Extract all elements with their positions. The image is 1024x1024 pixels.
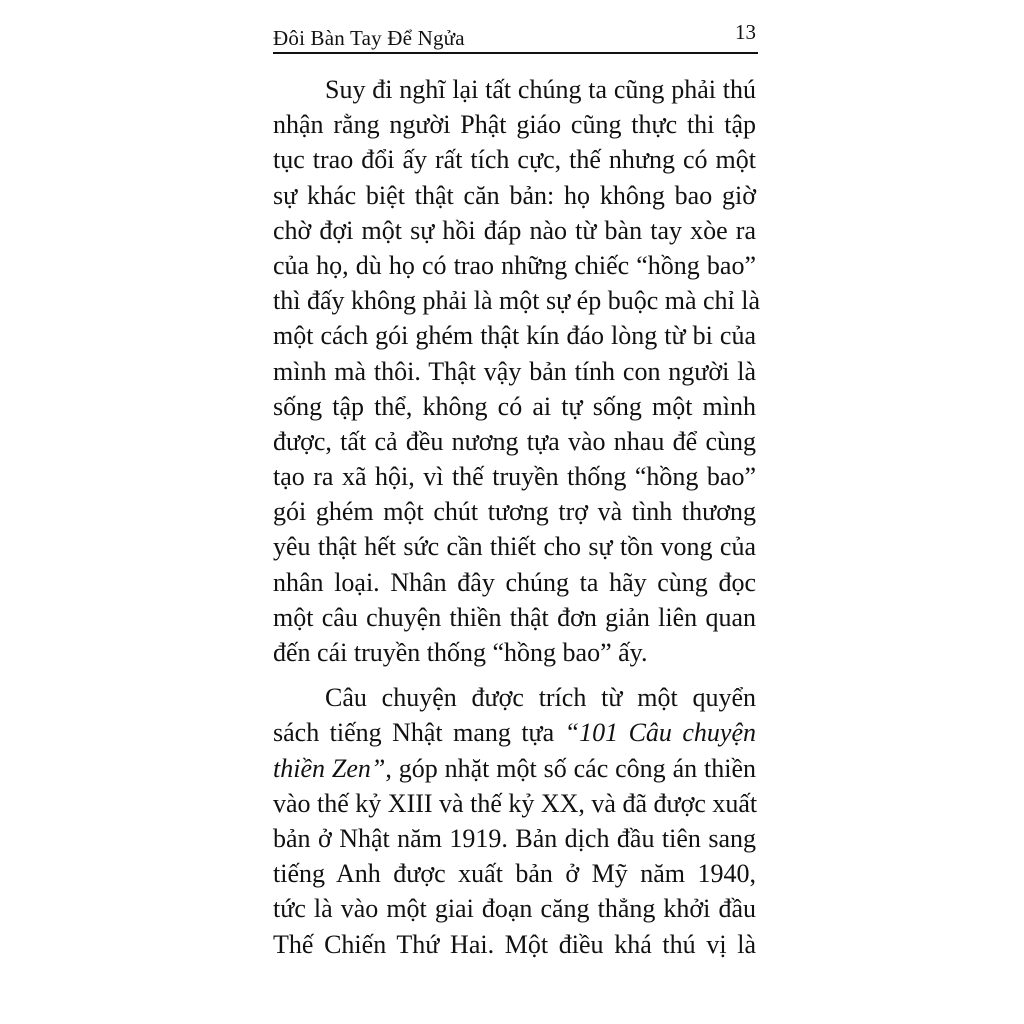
text-line: mình mà thôi. Thật vậy bản tính con người là [273,356,756,386]
page-header [273,18,756,52]
text-line: một cách gói ghém thật kín đáo lòng từ bi của [273,321,756,351]
text-line: sống tập thể, không có ai tự sống một mình [273,391,756,421]
text-line: nhân loại. Nhân đây chúng ta hãy cùng đọc [273,567,756,597]
text-line: thì đấy không phải là một sự ép buộc mà chỉ là [273,286,761,316]
text-line [273,715,756,750]
paragraph-2 [273,680,756,962]
text-line [273,751,756,786]
text-line: tạo ra xã hội, vì thế truyền thống “hồng bao” [273,462,756,492]
text-line: gói ghém một chút tương trợ và tình thương [273,497,756,527]
text-line: tức là vào một giai đoạn căng thẳng khởi đầu [273,894,756,924]
text-run: , góp nhặt một số các công án thiền [385,753,756,783]
text-line: của họ, dù họ có trao những chiếc “hồng bao” [273,250,756,280]
text-line: được, tất cả đều nương tựa vào nhau để cùng [273,426,756,456]
text-line: yêu thật hết sức cần thiết cho sự tồn vong của [273,532,756,562]
text-line: sự khác biệt thật căn bản: họ không bao giờ [273,180,756,210]
text-line: Suy đi nghĩ lại tất chúng ta cũng phải thú [325,75,756,104]
text-run: sách tiếng Nhật mang tựa [273,718,565,748]
book-title-italic: “101 Câu chuyện [564,718,756,748]
text-line: đến cái truyền thống “hồng bao” ấy. [273,638,648,667]
text-line: nhận rằng người Phật giáo cũng thực thi tập [273,110,756,140]
book-title-italic: thiền Zen” [273,753,386,783]
text-line: vào thế kỷ XIII và thế kỷ XX, và đã được xuất [273,788,758,818]
text-line: tiếng Anh được xuất bản ở Mỹ năm 1940, [273,859,756,889]
header-rule [273,52,758,54]
paragraph-1 [273,72,761,670]
text-line: Thế Chiến Thứ Hai. Một điều khá thú vị là [273,929,756,959]
text-line: tục trao đổi ấy rất tích cực, thế nhưng có một [273,145,756,175]
text-line: bản ở Nhật năm 1919. Bản dịch đầu tiên sang [273,823,756,853]
running-title: Đôi Bàn Tay Để Ngửa [273,26,465,50]
text-line: chờ đợi một sự hồi đáp nào từ bàn tay xòe ra [273,215,756,245]
text-line: Câu chuyện được trích từ một quyển [325,683,756,713]
text-line: một câu chuyện thiền thật đơn giản liên quan [273,602,756,632]
body-text [273,72,761,962]
paragraph-gap [273,670,756,680]
page-number: 13 [735,20,756,44]
